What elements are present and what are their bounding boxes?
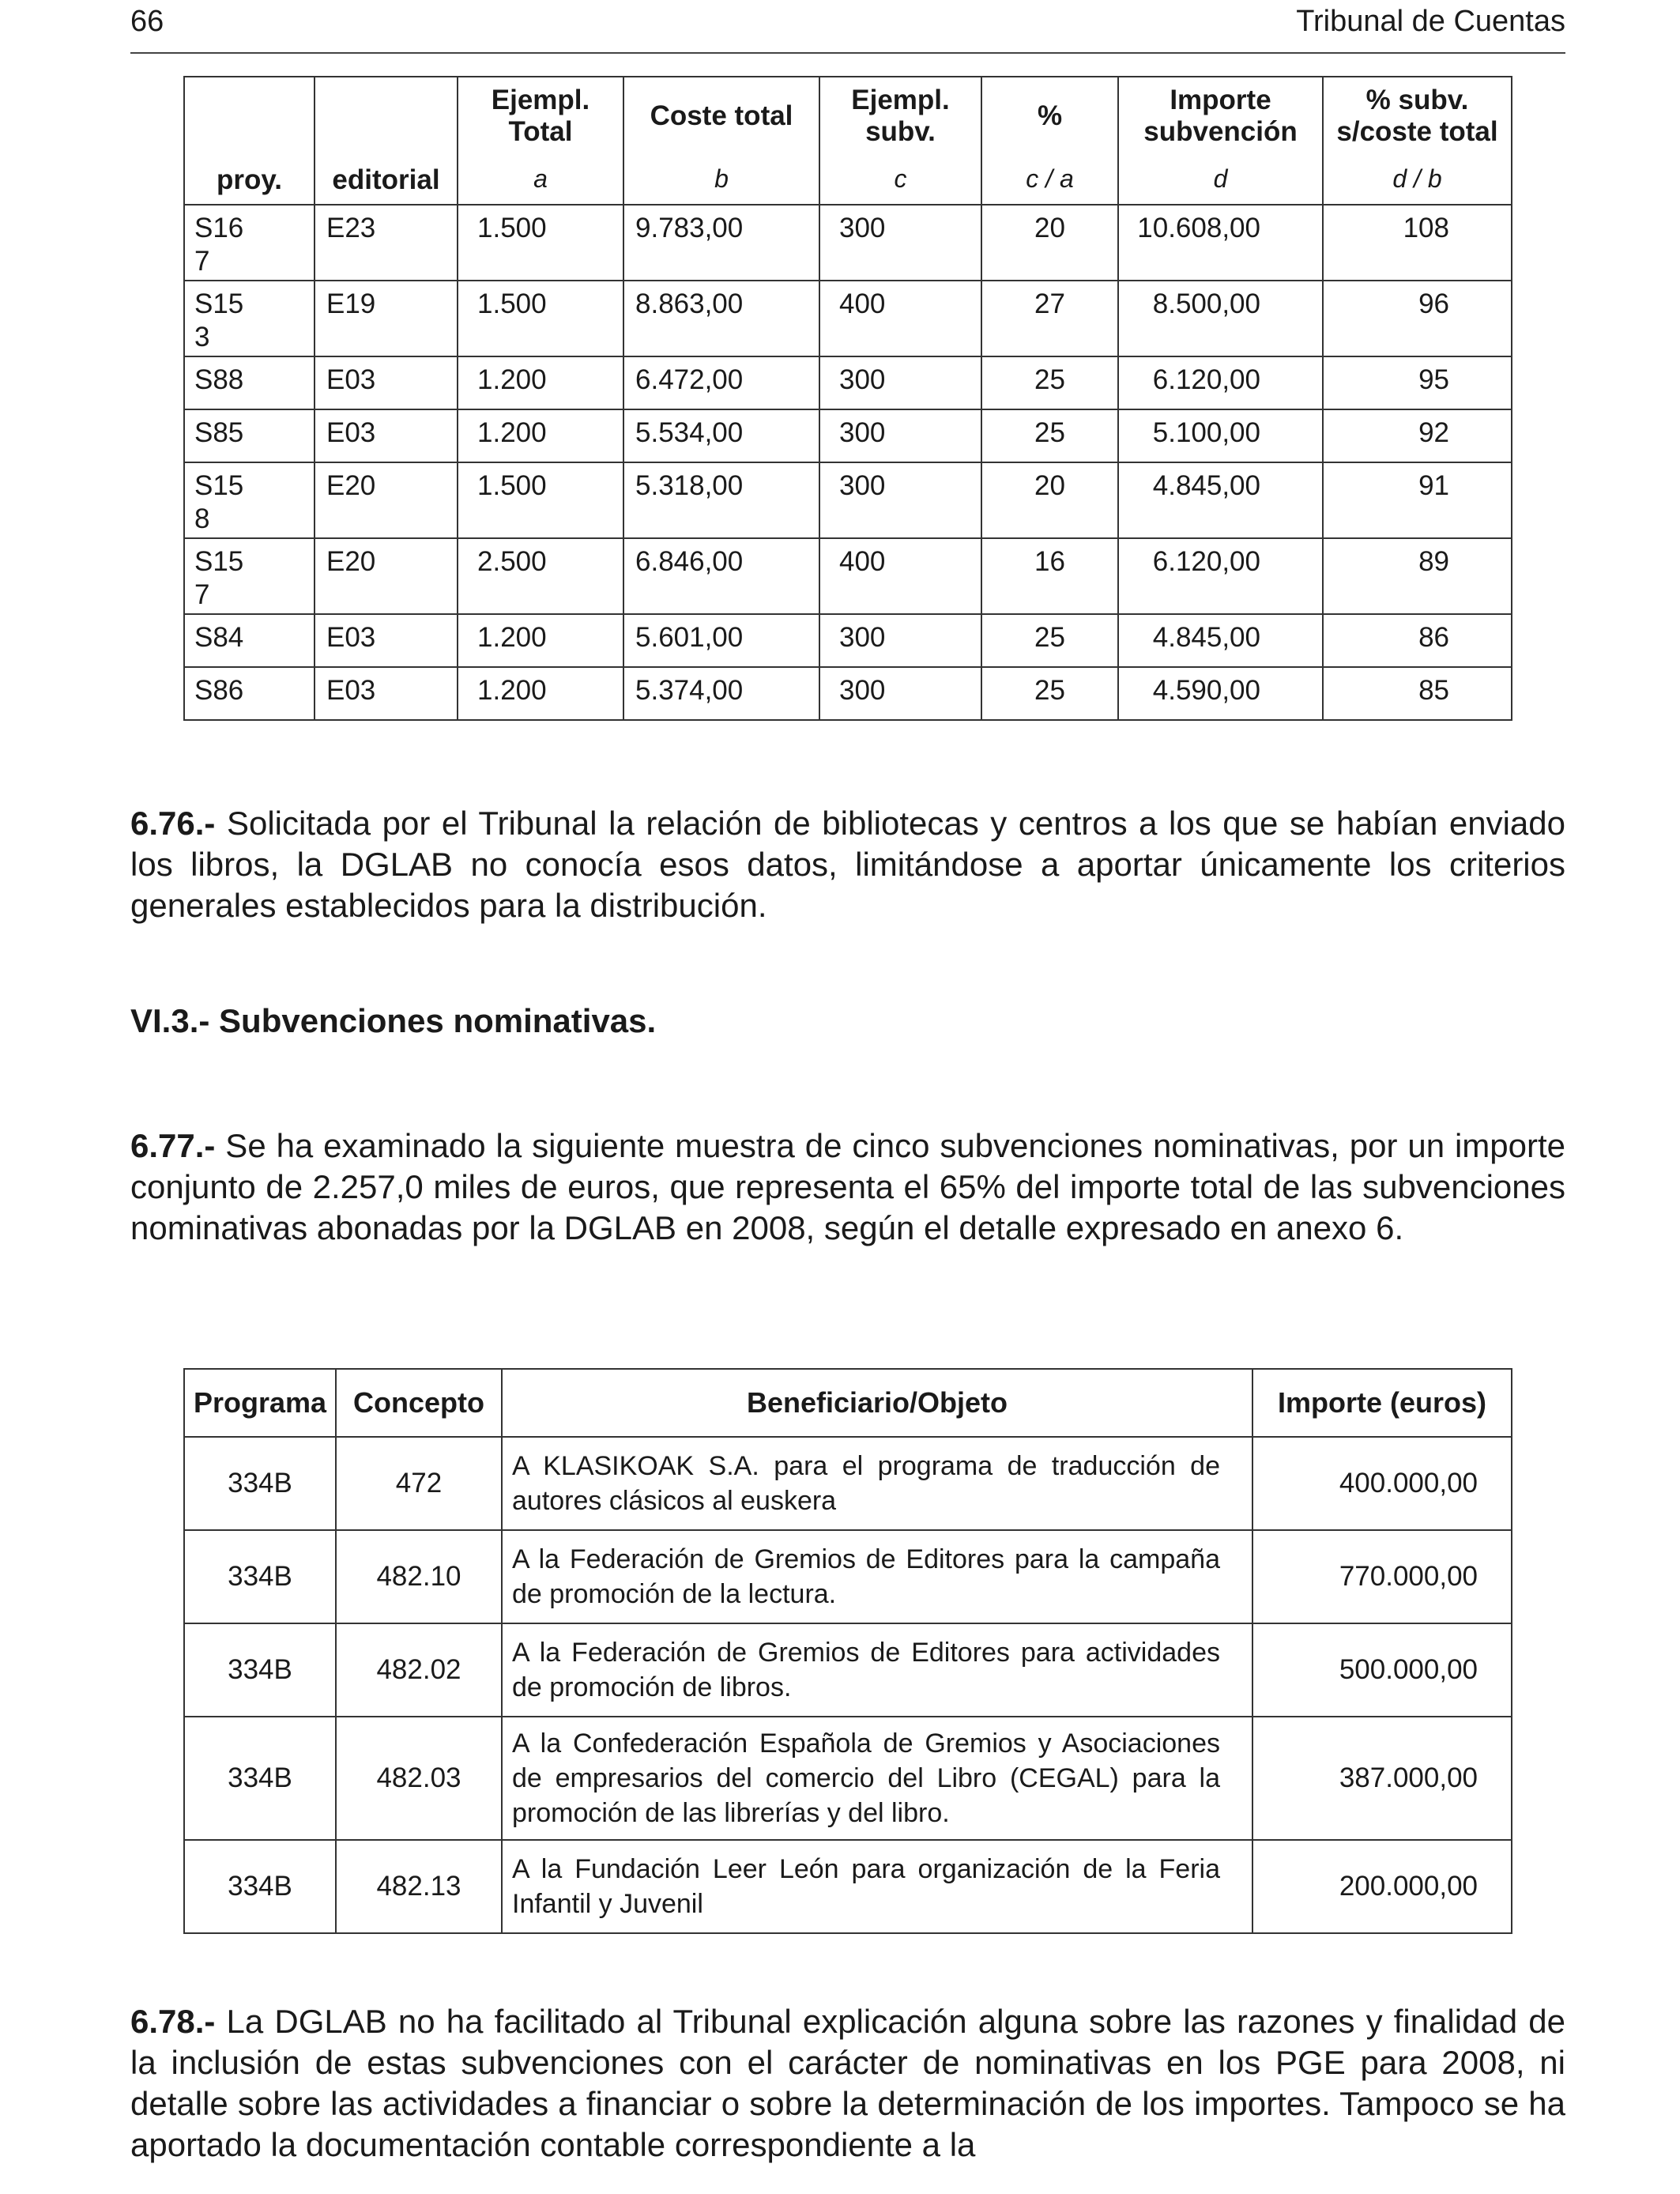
cell-ejempl-total: 1.500: [458, 462, 623, 538]
cell-proy: S15 7: [184, 538, 315, 614]
cell-ejempl-total: 1.200: [458, 356, 623, 409]
col-header-proy: proy.: [184, 77, 315, 205]
cell-proy: S15 8: [184, 462, 315, 538]
paragraph-text: Se ha examinado la siguiente muestra de cinco subvenciones nominativas, por un importe conjunto de 2.257,0 miles de euros, que representa el 65% del importe total de las subvenciones nominativas abonadas por la DGLAB en 2008, según el detalle expresado en anexo 6.: [130, 1127, 1565, 1246]
cell-pct-subv: 89: [1323, 538, 1512, 614]
cell-editorial: E03: [315, 356, 458, 409]
cell-coste-total: 9.783,00: [623, 205, 819, 281]
table-row: [184, 614, 1512, 667]
col-header-coste-total: Coste total: [623, 77, 819, 154]
subheader-a: a: [458, 154, 623, 205]
cell-programa: 334B: [184, 1623, 336, 1717]
cell-editorial: E20: [315, 538, 458, 614]
table-row: [184, 538, 1512, 614]
cell-ejempl-total: 1.200: [458, 409, 623, 462]
table-row: [184, 356, 1512, 409]
cell-importe: 10.608,00: [1118, 205, 1323, 281]
cell-coste-total: 6.846,00: [623, 538, 819, 614]
cell-proy: S84: [184, 614, 315, 667]
cell-pct-subv: 86: [1323, 614, 1512, 667]
projects-table: [183, 76, 1512, 721]
cell-pct-subv: 108: [1323, 205, 1512, 281]
cell-editorial: E20: [315, 462, 458, 538]
cell-pct-subv: 91: [1323, 462, 1512, 538]
table-row: [184, 1623, 1512, 1717]
col-header-programa: Programa: [184, 1369, 336, 1437]
cell-importe: 6.120,00: [1118, 538, 1323, 614]
cell-beneficiario: A KLASIKOAK S.A. para el programa de traducción de autores clásicos al euskera: [502, 1437, 1252, 1530]
table-row: [184, 667, 1512, 720]
cell-concepto: 482.13: [336, 1840, 502, 1933]
cell-editorial: E03: [315, 614, 458, 667]
cell-importe: 8.500,00: [1118, 281, 1323, 356]
cell-pct: 25: [981, 356, 1118, 409]
cell-pct-subv: 85: [1323, 667, 1512, 720]
paragraph-number: 6.78.-: [130, 2003, 216, 2040]
table-row: [184, 409, 1512, 462]
paragraph-text: La DGLAB no ha facilitado al Tribunal explicación alguna sobre las razones y finalidad de la inclusión de estas subvenciones con el carácter de nominativas en los PGE para 2008, ni detalle sobre las actividades a financiar o sobre la determinación de los importes. Tampoco se ha aportado la documentación contable correspondiente a la: [130, 2003, 1565, 2163]
paragraph-number: 6.77.-: [130, 1127, 216, 1164]
cell-beneficiario: A la Confederación Española de Gremios y Asociaciones de empresarios del comercio del Libro (CEGAL) para la promoción de las librerías y del libro.: [502, 1717, 1252, 1840]
cell-beneficiario: A la Fundación Leer León para organización de la Feria Infantil y Juvenil: [502, 1840, 1252, 1933]
cell-coste-total: 5.601,00: [623, 614, 819, 667]
cell-pct: 25: [981, 409, 1118, 462]
col-header-importe: Importe (euros): [1252, 1369, 1512, 1437]
cell-ejempl-total: 1.200: [458, 667, 623, 720]
cell-pct-subv: 95: [1323, 356, 1512, 409]
cell-proy: S16 7: [184, 205, 315, 281]
cell-proy: S86: [184, 667, 315, 720]
subheader-c: c: [819, 154, 981, 205]
table-row: [184, 462, 1512, 538]
col-header-ejempl-total: Ejempl. Total: [458, 77, 623, 154]
cell-pct: 20: [981, 205, 1118, 281]
cell-programa: 334B: [184, 1840, 336, 1933]
paragraph-6-77: [130, 1125, 1565, 1249]
cell-importe: 200.000,00: [1252, 1840, 1512, 1933]
cell-coste-total: 6.472,00: [623, 356, 819, 409]
cell-proy: S15 3: [184, 281, 315, 356]
cell-editorial: E03: [315, 409, 458, 462]
cell-importe: 4.845,00: [1118, 614, 1323, 667]
cell-coste-total: 5.318,00: [623, 462, 819, 538]
cell-importe: 387.000,00: [1252, 1717, 1512, 1840]
cell-ejempl-subv: 300: [819, 409, 981, 462]
cell-proy: S88: [184, 356, 315, 409]
cell-pct: 20: [981, 462, 1118, 538]
cell-coste-total: 8.863,00: [623, 281, 819, 356]
subsidies-table: [183, 1368, 1512, 1934]
paragraph-6-78: [130, 2001, 1565, 2166]
cell-concepto: 482.10: [336, 1530, 502, 1623]
cell-importe: 500.000,00: [1252, 1623, 1512, 1717]
cell-editorial: E23: [315, 205, 458, 281]
paragraph-number: 6.76.-: [130, 805, 216, 842]
cell-concepto: 482.02: [336, 1623, 502, 1717]
cell-beneficiario: A la Federación de Gremios de Editores para actividades de promoción de libros.: [502, 1623, 1252, 1717]
cell-importe: 4.590,00: [1118, 667, 1323, 720]
section-heading: VI.3.- Subvenciones nominativas.: [130, 1002, 657, 1039]
cell-ejempl-subv: 300: [819, 614, 981, 667]
page-number: 66: [130, 5, 164, 38]
cell-ejempl-subv: 300: [819, 667, 981, 720]
col-header-concepto: Concepto: [336, 1369, 502, 1437]
cell-coste-total: 5.534,00: [623, 409, 819, 462]
cell-beneficiario: A la Federación de Gremios de Editores para la campaña de promoción de la lectura.: [502, 1530, 1252, 1623]
cell-ejempl-subv: 300: [819, 356, 981, 409]
table-row: [184, 1840, 1512, 1933]
cell-ejempl-subv: 300: [819, 462, 981, 538]
cell-editorial: E19: [315, 281, 458, 356]
cell-importe: 770.000,00: [1252, 1530, 1512, 1623]
table-row: [184, 1530, 1512, 1623]
cell-ejempl-total: 1.500: [458, 281, 623, 356]
cell-programa: 334B: [184, 1717, 336, 1840]
cell-proy: S85: [184, 409, 315, 462]
cell-importe: 5.100,00: [1118, 409, 1323, 462]
col-header-pct-subv: % subv. s/coste total: [1323, 77, 1512, 154]
col-header-importe: Importe subvención: [1118, 77, 1323, 154]
cell-pct-subv: 92: [1323, 409, 1512, 462]
cell-ejempl-total: 1.500: [458, 205, 623, 281]
cell-importe: 6.120,00: [1118, 356, 1323, 409]
cell-coste-total: 5.374,00: [623, 667, 819, 720]
cell-pct: 25: [981, 614, 1118, 667]
cell-ejempl-total: 2.500: [458, 538, 623, 614]
cell-pct: 27: [981, 281, 1118, 356]
cell-pct: 16: [981, 538, 1118, 614]
cell-concepto: 482.03: [336, 1717, 502, 1840]
table-row: [184, 1717, 1512, 1840]
col-header-beneficiario: Beneficiario/Objeto: [502, 1369, 1252, 1437]
cell-importe: 400.000,00: [1252, 1437, 1512, 1530]
paragraph-text: Solicitada por el Tribunal la relación de bibliotecas y centros a los que se habían enviado los libros, la DGLAB no conocía esos datos, limitándose a aportar únicamente los criterios generales establecidos para la distribución.: [130, 805, 1565, 924]
subheader-b: b: [623, 154, 819, 205]
cell-importe: 4.845,00: [1118, 462, 1323, 538]
subheader-c-over-a: c / a: [981, 154, 1118, 205]
cell-ejempl-subv: 400: [819, 281, 981, 356]
subheader-d-over-b: d / b: [1323, 154, 1512, 205]
cell-ejempl-total: 1.200: [458, 614, 623, 667]
page-header: [130, 0, 1565, 54]
col-header-pct: %: [981, 77, 1118, 154]
cell-concepto: 472: [336, 1437, 502, 1530]
subheader-d: d: [1118, 154, 1323, 205]
paragraph-6-76: [130, 803, 1565, 926]
cell-ejempl-subv: 400: [819, 538, 981, 614]
cell-pct: 25: [981, 667, 1118, 720]
running-title: Tribunal de Cuentas: [1296, 5, 1565, 38]
col-header-editorial: editorial: [315, 77, 458, 205]
table-row: [184, 205, 1512, 281]
col-header-ejempl-subv: Ejempl. subv.: [819, 77, 981, 154]
cell-editorial: E03: [315, 667, 458, 720]
cell-programa: 334B: [184, 1437, 336, 1530]
table-row: [184, 281, 1512, 356]
cell-programa: 334B: [184, 1530, 336, 1623]
cell-pct-subv: 96: [1323, 281, 1512, 356]
cell-ejempl-subv: 300: [819, 205, 981, 281]
table-row: [184, 1437, 1512, 1530]
